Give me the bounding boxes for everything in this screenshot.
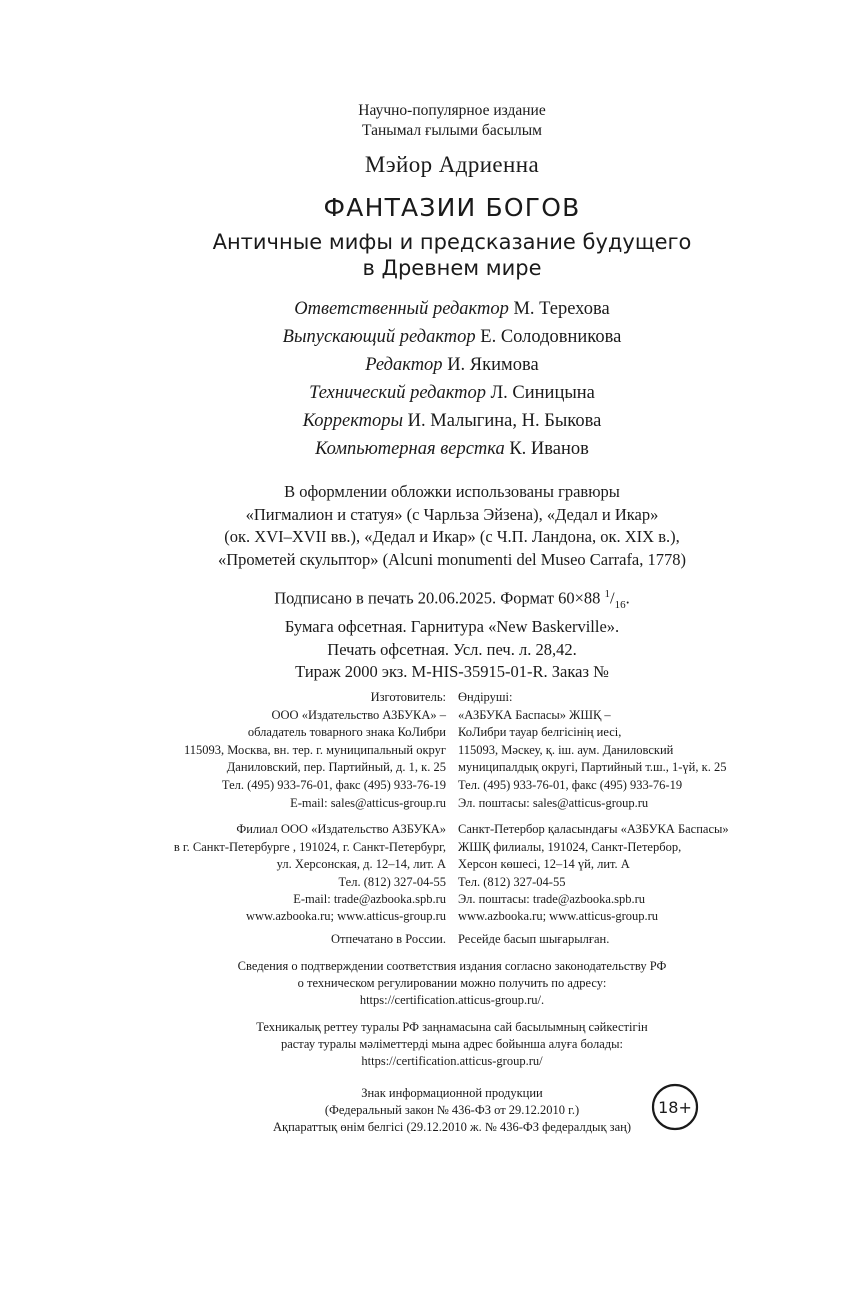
printed-in-text: Отпечатано в России. <box>331 932 446 946</box>
credit-row <box>0 435 856 463</box>
imprint-line: Санкт-Петербор қаласындағы «АЗБУКА Баспасы» <box>458 822 729 836</box>
imprint-line: «АЗБУКА Баспасы» ЖШҚ – <box>458 707 611 722</box>
imprint-line: Херсон көшесі, 12–14 үй, лит. А <box>458 857 630 872</box>
cover-note-line: (ок. XVI–XVII вв.), «Дедал и Икар» (с Ч.П. Ландона, ок. XIX в.), <box>224 527 680 546</box>
branch-kz <box>458 821 729 909</box>
cert-line: растау туралы мәліметтерді мына адрес бойынша алуға болады: <box>280 1037 624 1051</box>
info-sign-line: (Федеральный закон № 436-ФЗ от 29.12.2010 г.) <box>324 1103 580 1117</box>
credit-row <box>0 351 856 379</box>
credit-person: Л. Синицына <box>490 383 595 403</box>
imprint-line: ул. Херсонская, д. 12–14, лит. А <box>276 857 446 872</box>
credit-person: К. Иванов <box>509 439 589 459</box>
edition-type-ru: Научно-популярное издание <box>358 102 546 119</box>
cert-url: https://certification.atticus-group.ru/ <box>361 1054 543 1068</box>
format-fraction-numerator: 1 <box>604 588 611 600</box>
websites-kz <box>458 908 658 926</box>
age-rating-text: 18+ <box>658 1098 692 1117</box>
imprint-line: Филиал ООО «Издательство АЗБУКА» <box>236 822 446 836</box>
manufacturer-kz <box>458 689 726 812</box>
subtitle-line-1: Античные мифы и предсказание будущего <box>212 230 692 254</box>
info-product-sign <box>0 1085 856 1136</box>
imprint-line: ООО «Издательство АЗБУКА» – <box>271 707 446 722</box>
manufacturer-ru <box>184 689 446 812</box>
author-name: Мэйор Адриенна <box>364 152 540 177</box>
book-title: ФАНТАЗИИ БОГОВ <box>323 193 581 222</box>
imprint-line: Тел. (812) 327-04-55 <box>338 874 446 889</box>
print-spec-line-1: Подписано в печать 20.06.2025. Формат 60×88 $^1/_{16}$. <box>274 588 630 611</box>
credit-role: Редактор <box>365 355 443 375</box>
credit-role: Корректоры <box>302 411 404 431</box>
cover-note-line: В оформлении обложки использованы гравюры <box>284 482 620 501</box>
imprint-line: муниципалдық округі, Партийный т.ш., 1-үй, к. 25 <box>458 760 727 775</box>
imprint-line: Тел. (812) 327-04-55 <box>458 874 566 889</box>
imprint-line: Эл. поштасы: trade@azbooka.spb.ru <box>458 892 646 907</box>
imprint-line: 115093, Москва, вн. тер. г. муниципальный округ <box>183 742 446 757</box>
cert-url: https://certification.atticus-group.ru/. <box>359 993 545 1007</box>
imprint-line: Эл. поштасы: sales@atticus-group.ru <box>458 795 649 810</box>
printed-in-kz <box>458 931 609 949</box>
imprint-line: Тел. (495) 933-76-01, факс (495) 933-76-19 <box>458 777 683 792</box>
branch-ru <box>174 821 446 909</box>
imprint-line: Тел. (495) 933-76-01, факс (495) 933-76-19 <box>221 777 446 792</box>
credit-row <box>0 323 856 351</box>
credit-role: Выпускающий редактор <box>282 327 476 347</box>
age-rating-badge <box>651 1083 699 1131</box>
imprint-line: обладатель товарного знака КоЛибри <box>247 725 446 740</box>
edition-type-kz: Танымал ғылыми басылым <box>362 122 542 139</box>
cover-note-line: «Пигмалион и статуя» (с Чарльза Эйзена), «Дедал и Икар» <box>245 504 659 524</box>
imprint-line: ЖШҚ филиалы, 191024, Санкт-Петербор, <box>458 839 682 854</box>
credit-role: Компьютерная верстка <box>315 439 505 459</box>
info-sign-line: Знак информационной продукции <box>361 1086 543 1100</box>
credit-person: И. Малыгина, Н. Быкова <box>407 411 602 431</box>
credit-person: Е. Солодовникова <box>480 327 622 347</box>
credits-list <box>0 295 856 463</box>
imprint-line: в г. Санкт-Петербурге , 191024, г. Санкт-Петербург, <box>173 839 446 854</box>
print-spec-line-3: Печать офсетная. Усл. печ. л. 28,42. <box>327 639 577 659</box>
website-links: www.azbooka.ru; www.atticus-group.ru <box>458 909 659 923</box>
cover-illustration-note <box>0 481 856 571</box>
imprint-line: Өндіруші: <box>458 690 513 704</box>
imprint-line: 115093, Мәскеу, қ. іш. аум. Даниловский <box>458 742 674 757</box>
info-sign-line: Ақпараттық өнім белгісі (29.12.2010 ж. № 436-ФЗ федералдық заң) <box>273 1120 631 1134</box>
certification-kz <box>0 1019 856 1070</box>
website-links: www.azbooka.ru; www.atticus-group.ru <box>245 909 446 923</box>
imprint-line: Даниловский, пер. Партийный, д. 1, к. 25 <box>226 760 446 775</box>
printed-in-ru <box>331 931 446 949</box>
print-spec-line-4: Тираж 2000 экз. M-HIS-35915-01-R. Заказ № <box>295 662 609 682</box>
certification-ru <box>0 958 856 1009</box>
print-spec-end: . <box>625 588 630 608</box>
subtitle-line-2: в Древнем мире <box>362 256 542 280</box>
cert-line: Сведения о подтверждении соответствия издания согласно законодательству РФ <box>237 959 667 973</box>
imprint-line: Изготовитель: <box>370 690 446 704</box>
cover-note-line: «Прометей скульптор» (Alcuni monumenti del Museo Carrafa, 1778) <box>217 549 687 569</box>
book-subtitle <box>0 229 856 281</box>
edition-type <box>0 101 856 141</box>
cert-line: Техникалық реттеу туралы РФ заңнамасына сай басылымның сәйкестігін <box>256 1020 648 1034</box>
credit-role: Технический редактор <box>309 383 486 403</box>
printed-in-text: Ресейде басып шығарылған. <box>458 932 610 946</box>
imprint-line: E-mail: trade@azbooka.spb.ru <box>293 892 446 907</box>
credit-person: М. Терехова <box>513 299 610 319</box>
credit-person: И. Якимова <box>447 355 539 375</box>
imprint-line: КоЛибри тауар белгісінің иесі, <box>458 725 622 740</box>
print-spec-signed: Подписано в печать 20.06.2025. Формат 60×88 <box>274 588 605 608</box>
credit-row <box>0 295 856 323</box>
print-spec-line-2: Бумага офсетная. Гарнитура «New Baskerville». <box>284 617 620 637</box>
credit-row <box>0 407 856 435</box>
cert-line: о техническом регулировании можно получить по адресу: <box>297 976 607 990</box>
format-fraction-denominator: 16 <box>614 598 626 611</box>
websites-ru <box>246 908 446 926</box>
imprint-line: E-mail: sales@atticus-group.ru <box>290 795 446 810</box>
credit-row <box>0 379 856 407</box>
credit-role: Ответственный редактор <box>294 299 509 319</box>
print-specs <box>0 583 856 684</box>
